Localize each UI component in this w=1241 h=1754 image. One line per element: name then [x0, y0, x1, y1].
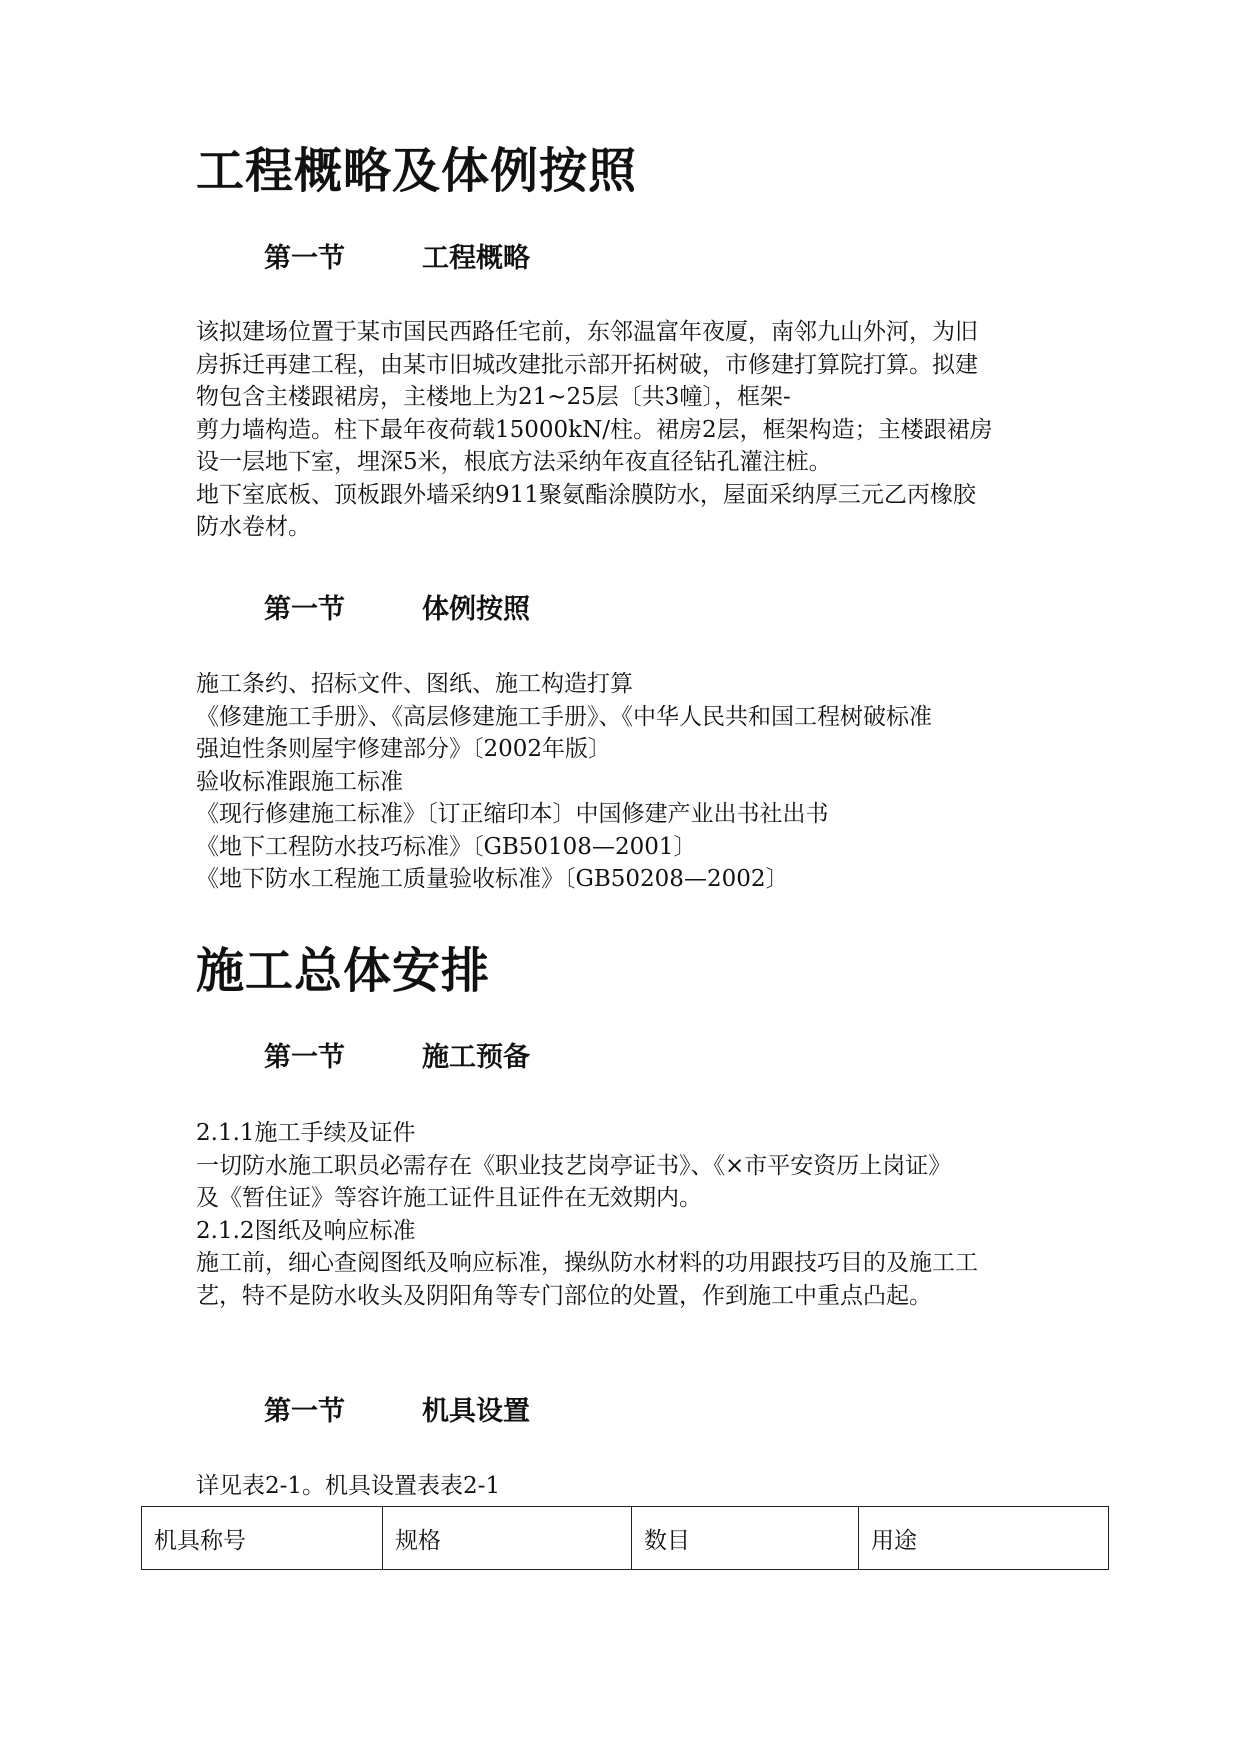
text-line: 施工条约、招标文件、图纸、施工构造打算	[196, 671, 633, 697]
chapter-1-title: 工程概略及体例按照	[196, 143, 638, 199]
section-heading-overview	[264, 236, 530, 275]
table-header-cell: 数目	[632, 1507, 859, 1570]
text-line: 一切防水施工职员必需存在《职业技艺岗亭证书》、《×市平安资历上岗证》	[196, 1152, 952, 1179]
text-line: 2.1.2图纸及响应标准	[196, 1217, 416, 1244]
text-line: 2.1.1施工手续及证件	[196, 1120, 416, 1146]
table-header-cell: 机具称号	[142, 1507, 383, 1570]
table-header-cell: 用途	[859, 1507, 1109, 1570]
section-number: 第一节	[264, 1042, 345, 1073]
text-line: 剪力墙构造。柱下最年夜荷载15000kN/柱。裙房2层，框架构造；主楼跟裙房	[196, 416, 993, 443]
equipment-intro	[196, 1470, 1066, 1503]
text-line: 地下室底板、顶板跟外墙采纳911聚氨酯涂膜防水，屋面采纳厚三元乙丙橡胶	[196, 481, 976, 508]
text-line: 《地下防水工程施工质量验收标准》〔GB50208—2002〕	[196, 866, 789, 892]
text-line: 设一层地下室，埋深5米，根底方法采纳年夜直径钻孔灌注桩。	[196, 449, 832, 475]
preparation-paragraph	[196, 1117, 1066, 1312]
text-line: 验收标准跟施工标准	[196, 768, 403, 795]
section-title: 机具设置	[422, 1396, 530, 1427]
section-number: 第一节	[264, 243, 345, 274]
text-line: 《修建施工手册》、《高层修建施工手册》、《中华人民共和国工程树破标准	[196, 703, 932, 730]
section-title: 施工预备	[422, 1042, 530, 1073]
text-line: 房拆迁再建工程，由某市旧城改建批示部开拓树破，市修建打算院打算。拟建	[196, 351, 978, 378]
chapter-2-title: 施工总体安排	[196, 943, 491, 999]
section-heading-basis	[264, 587, 530, 626]
text-line: 物包含主楼跟裙房，主楼地上为21~25层〔共3幢〕，框架-	[196, 384, 791, 410]
text-line: 《地下工程防水技巧标准》〔GB50108—2001〕	[196, 833, 697, 860]
section-number: 第一节	[264, 1396, 345, 1427]
section-heading-equipment	[264, 1389, 530, 1428]
text-line: 防水卷材。	[196, 514, 311, 540]
text-line: 及《暂住证》等容许施工证件且证件在无效期内。	[196, 1185, 702, 1211]
section-heading-preparation	[264, 1035, 530, 1074]
text-line: 强迫性条则屋宇修建部分》〔2002年版〕	[196, 736, 612, 762]
text-line: 《现行修建施工标准》〔订正缩印本〕中国修建产业出书社出书	[196, 801, 829, 827]
section-title: 体例按照	[422, 594, 530, 625]
equipment-table	[141, 1506, 1109, 1570]
text-line: 该拟建场位置于某市国民西路任宅前，东邻温富年夜厦，南邻九山外河，为旧	[196, 319, 978, 345]
table-header-cell: 规格	[383, 1507, 632, 1570]
text-line: 施工前，细心查阅图纸及响应标准，操纵防水材料的功用跟技巧目的及施工工	[196, 1250, 978, 1276]
section-title: 工程概略	[422, 243, 530, 274]
text-line: 艺，特不是防水收头及阴阳角等专门部位的处置，作到施工中重点凸起。	[196, 1282, 932, 1309]
section-number: 第一节	[264, 594, 345, 625]
overview-paragraph	[196, 316, 1066, 544]
table-header-row	[142, 1507, 1109, 1570]
basis-list	[196, 668, 1066, 896]
text-line: 详见表2-1。机具设置表表2-1	[196, 1473, 501, 1499]
